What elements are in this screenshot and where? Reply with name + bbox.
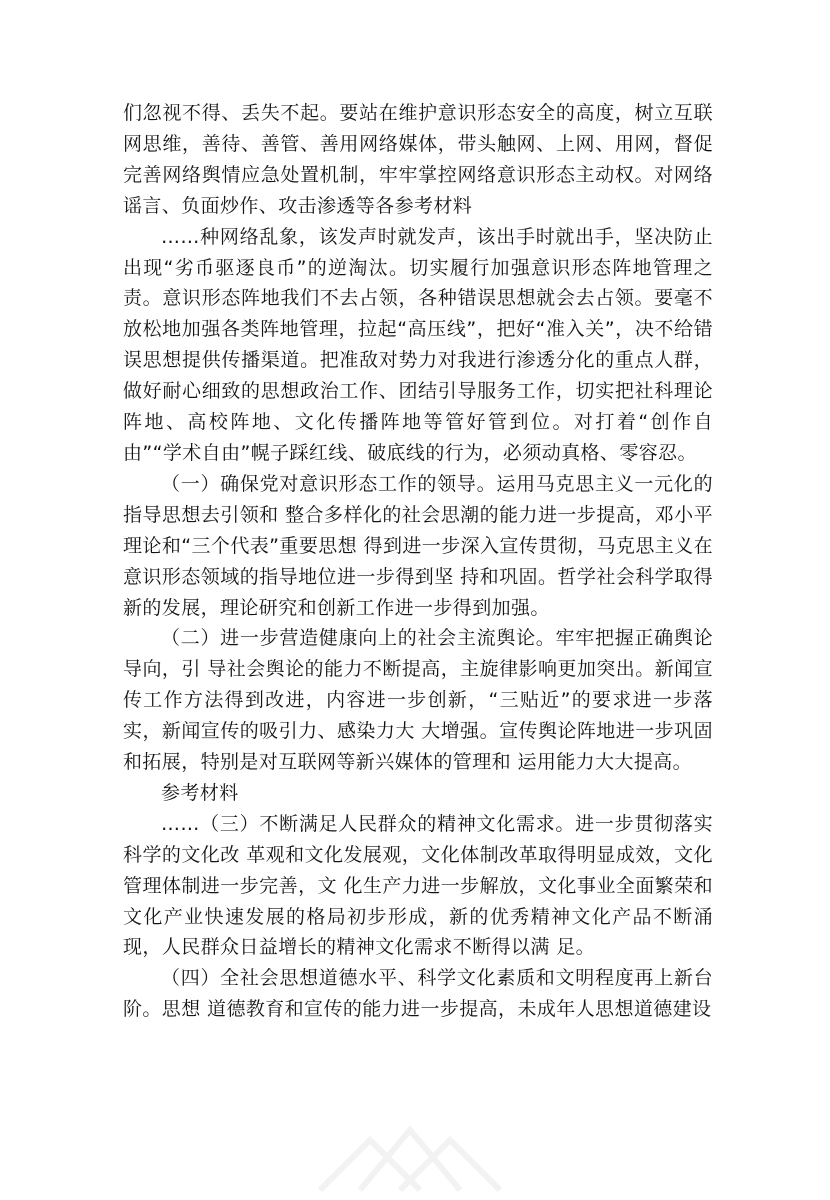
paragraph-network-chaos: ……种网络乱象，该发声时就发声，该出手时就出手，坚决防止出现“劣币驱逐良币”的逆淘汰。切实履行加强意识形态阵地管理之责。意识形态阵地我们不去占领，各种错误思想就会去占领。要毫不放松地加强各类阵地管理，拉起“高压线”，把好“准入关”，决不给错误思想提供传播渠道。把准敌对势力对我进行渗透分化的重点人群，做好耐心细致的思想政治工作、团结引导服务工作，切实把社科理论阵地、高校阵地、文化传播阵地等管好管到位。对打着“创作自由”“学术自由”幌子踩红线、破底线的行为，必须动真格、零容忍。	[123, 225, 713, 464]
paragraph-section-two: （二）进一步营造健康向上的社会主流舆论。牢牢把握正确舆论导向，引 导社会舆论的能力不断提高，主旋律影响更加突出。新闻宣传工作方法得到改进，内容进一步创新，“三贴近”的要求进一步落实，新闻宣传的吸引力、感染力大 大增强。宣传舆论阵地进一步巩固和拓展，特别是对互联网等新兴媒体的管理和 运用能力大大提高。	[123, 627, 713, 774]
watermark-graphic	[300, 1080, 530, 1200]
paragraph-reference-label: 参考材料	[161, 781, 239, 804]
paragraph-section-four: （四）全社会思想道德水平、科学文化素质和文明程度再上新台阶。思想 道德教育和宣传的能力进一步提高，未成年人思想道德建设	[123, 967, 713, 1021]
paragraph-section-three: ……（三）不断满足人民群众的精神文化需求。进一步贯彻落实科学的文化改 革观和文化发展观，文化体制改革取得明显成效，文化管理体制进一步完善，文 化生产力进一步解放，文化事业全面繁荣和文化产业快速发展的格局初步形成，新的优秀精神文化产品不断涌现，人民群众日益增长的精神文化需求不断得以满 足。	[123, 812, 713, 959]
paragraph-section-one: （一）确保党对意识形态工作的领导。运用马克思主义一元化的指导思想去引领和 整合多样化的社会思潮的能力进一步提高，邓小平理论和“三个代表”重要思想 得到进一步深入宣传贯彻，马克思主义在意识形态领域的指导地位进一步得到坚 持和巩固。哲学社会科学取得新的发展，理论研究和创新工作进一步得到加强。	[123, 472, 713, 619]
paragraph-continuation: 们忽视不得、丢失不起。要站在维护意识形态安全的高度，树立互联网思维，善待、善管、善用网络媒体，带头触网、上网、用网，督促完善网络舆情应急处置机制，牢牢掌控网络意识形态主动权。对网络谣言、负面炒作、攻击渗透等各参考材料	[123, 102, 713, 217]
body-text	[123, 98, 713, 1025]
